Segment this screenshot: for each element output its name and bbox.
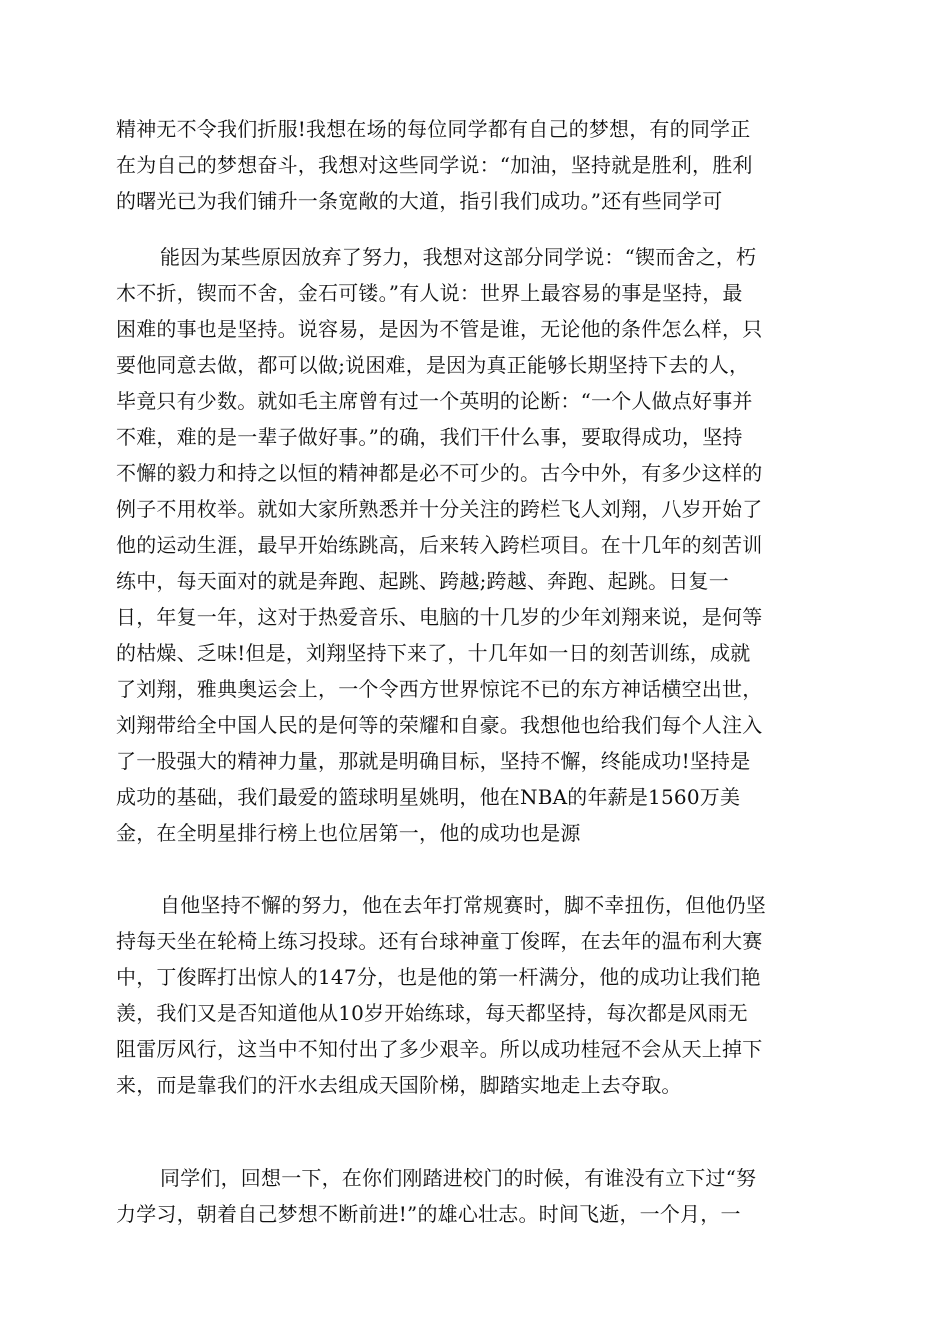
paragraph-4 xyxy=(116,1160,756,1232)
paragraph-line: 困难的事也是坚持。说容易，是因为不管是谁，无论他的条件怎么样，只 xyxy=(116,317,763,341)
paragraph-line: 羡，我们又是否知道他从10岁开始练球，每天都坚持，每次都是风雨无 xyxy=(116,1001,748,1025)
paragraph-line: 的枯燥、乏味!但是，刘翔坚持下来了，十几年如一日的刻苦训练，成就 xyxy=(116,641,751,665)
paragraph-line: 他的运动生涯，最早开始练跳高，后来转入跨栏项目。在十几年的刻苦训 xyxy=(116,533,763,557)
paragraph-line: 在为自己的梦想奋斗，我想对这些同学说：“加油，坚持就是胜利，胜利 xyxy=(116,153,753,177)
paragraph-line: 毕竟只有少数。就如毛主席曾有过一个英明的论断：“一个人做点好事并 xyxy=(116,389,753,413)
paragraph-line: 能因为某些原因放弃了努力，我想对这部分同学说：“锲而舍之，朽 xyxy=(160,245,757,269)
paragraph-line: 不难，难的是一辈子做好事。”的确，我们干什么事，要取得成功，坚持 xyxy=(116,425,743,449)
paragraph-line: 同学们，回想一下，在你们刚踏进校门的时候，有谁没有立下过“努 xyxy=(160,1166,757,1190)
paragraph-line: 刘翔带给全中国人民的是何等的荣耀和自豪。我想他也给我们每个人注入 xyxy=(116,713,763,737)
paragraph-1 xyxy=(116,111,753,219)
paragraph-line: 来，而是靠我们的汗水去组成天国阶梯，脚踏实地走上去夺取。 xyxy=(116,1073,682,1097)
paragraph-line: 不懈的毅力和持之以恒的精神都是必不可少的。古今中外，有多少这样的 xyxy=(116,461,763,485)
paragraph-line: 练中，每天面对的就是奔跑、起跳、跨越;跨越、奔跑、起跳。日复一 xyxy=(116,569,729,593)
paragraph-line: 阻雷厉风行，这当中不知付出了多少艰辛。所以成功桂冠不会从天上掉下 xyxy=(116,1037,763,1061)
paragraph-line: 了一股强大的精神力量，那就是明确目标，坚持不懈，终能成功!坚持是 xyxy=(116,749,751,773)
paragraph-line: 木不折，锲而不舍，金石可镂。”有人说：世界上最容易的事是坚持，最 xyxy=(116,281,743,305)
paragraph-line: 精神无不令我们折服!我想在场的每位同学都有自己的梦想，有的同学正 xyxy=(116,117,751,141)
paragraph-line: 金，在全明星排行榜上也位居第一，他的成功也是源 xyxy=(116,821,581,845)
paragraph-line: 自他坚持不懈的努力，他在去年打常规赛时，脚不幸扭伤，但他仍坚 xyxy=(160,893,766,917)
paragraph-3 xyxy=(116,887,766,1103)
paragraph-line: 力学习，朝着自己梦想不断前进!”的雄心壮志。时间飞逝，一个月，一 xyxy=(116,1202,741,1226)
paragraph-line: 例子不用枚举。就如大家所熟悉并十分关注的跨栏飞人刘翔，八岁开始了 xyxy=(116,497,763,521)
paragraph-line: 持每天坐在轮椅上练习投球。还有台球神童丁俊晖，在去年的温布利大赛 xyxy=(116,929,763,953)
paragraph-line: 的曙光已为我们铺升一条宽敞的大道，指引我们成功。”还有些同学可 xyxy=(116,189,723,213)
paragraph-line: 日，年复一年，这对于热爱音乐、电脑的十几岁的少年刘翔来说，是何等 xyxy=(116,605,763,629)
paragraph-line: 中，丁俊晖打出惊人的147分，也是他的第一杆满分，他的成功让我们艳 xyxy=(116,965,761,989)
paragraph-line: 要他同意去做，都可以做;说困难，是因为真正能够长期坚持下去的人， xyxy=(116,353,750,377)
paragraph-2 xyxy=(116,239,762,851)
paragraph-line: 成功的基础，我们最爱的篮球明星姚明，他在NBA的年薪是1560万美 xyxy=(116,785,741,809)
paragraph-line: 了刘翔，雅典奥运会上，一个令西方世界惊诧不已的东方神话横空出世， xyxy=(116,677,763,701)
